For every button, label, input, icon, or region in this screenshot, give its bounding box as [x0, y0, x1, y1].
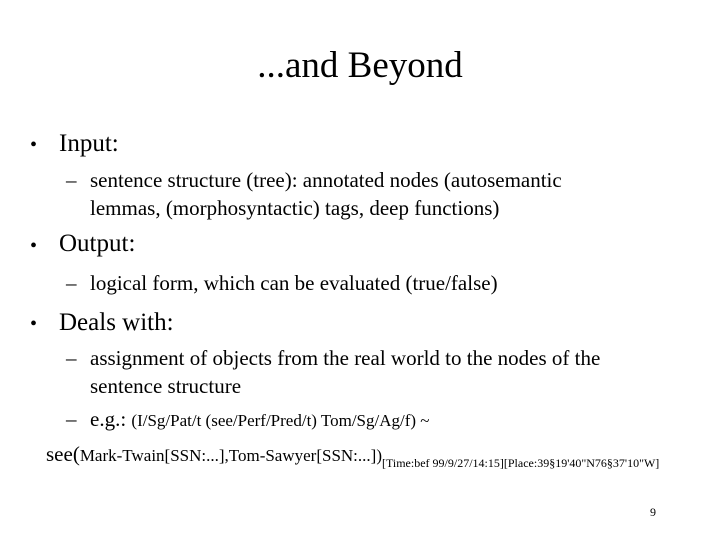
dash-marker: –	[66, 407, 77, 431]
bullet-marker: •	[30, 313, 38, 335]
deals-sub-line-2: sentence structure	[90, 374, 242, 398]
bullet-marker: •	[30, 134, 38, 156]
example-prefix: e.g.:	[90, 407, 132, 431]
bullet-output: Output:	[59, 230, 136, 257]
input-sub-line-2: lemmas, (morphosyntactic) tags, deep functions)	[90, 196, 500, 220]
input-sub-line-1: sentence structure (tree): annotated nodes (autosemantic	[90, 168, 562, 192]
dash-marker: –	[66, 346, 77, 370]
bullet-deals-with: Deals with:	[59, 309, 174, 336]
slide-title: ...and Beyond	[257, 45, 463, 86]
example-see: see(	[46, 442, 80, 466]
dash-marker: –	[66, 168, 77, 192]
example-line-2	[46, 441, 659, 470]
output-sub-line-1: logical form, which can be evaluated (true/false)	[90, 271, 498, 295]
example-args: Mark-Twain[SSN:...],Tom-Sawyer[SSN:...])	[79, 446, 382, 465]
example-subscript: [Time:bef 99/9/27/14:15][Place:39§19'40"N76§37'10"W]	[381, 456, 660, 470]
example-line-1	[90, 406, 430, 434]
example-formula: (I/Sg/Pat/t (see/Perf/Pred/t) Tom/Sg/Ag/f) ~	[131, 411, 430, 430]
bullet-marker: •	[30, 235, 38, 257]
page-number: 9	[650, 505, 656, 519]
bullet-input: Input:	[59, 130, 119, 157]
dash-marker: –	[66, 271, 77, 295]
deals-sub-line-1: assignment of objects from the real world to the nodes of the	[90, 346, 601, 370]
